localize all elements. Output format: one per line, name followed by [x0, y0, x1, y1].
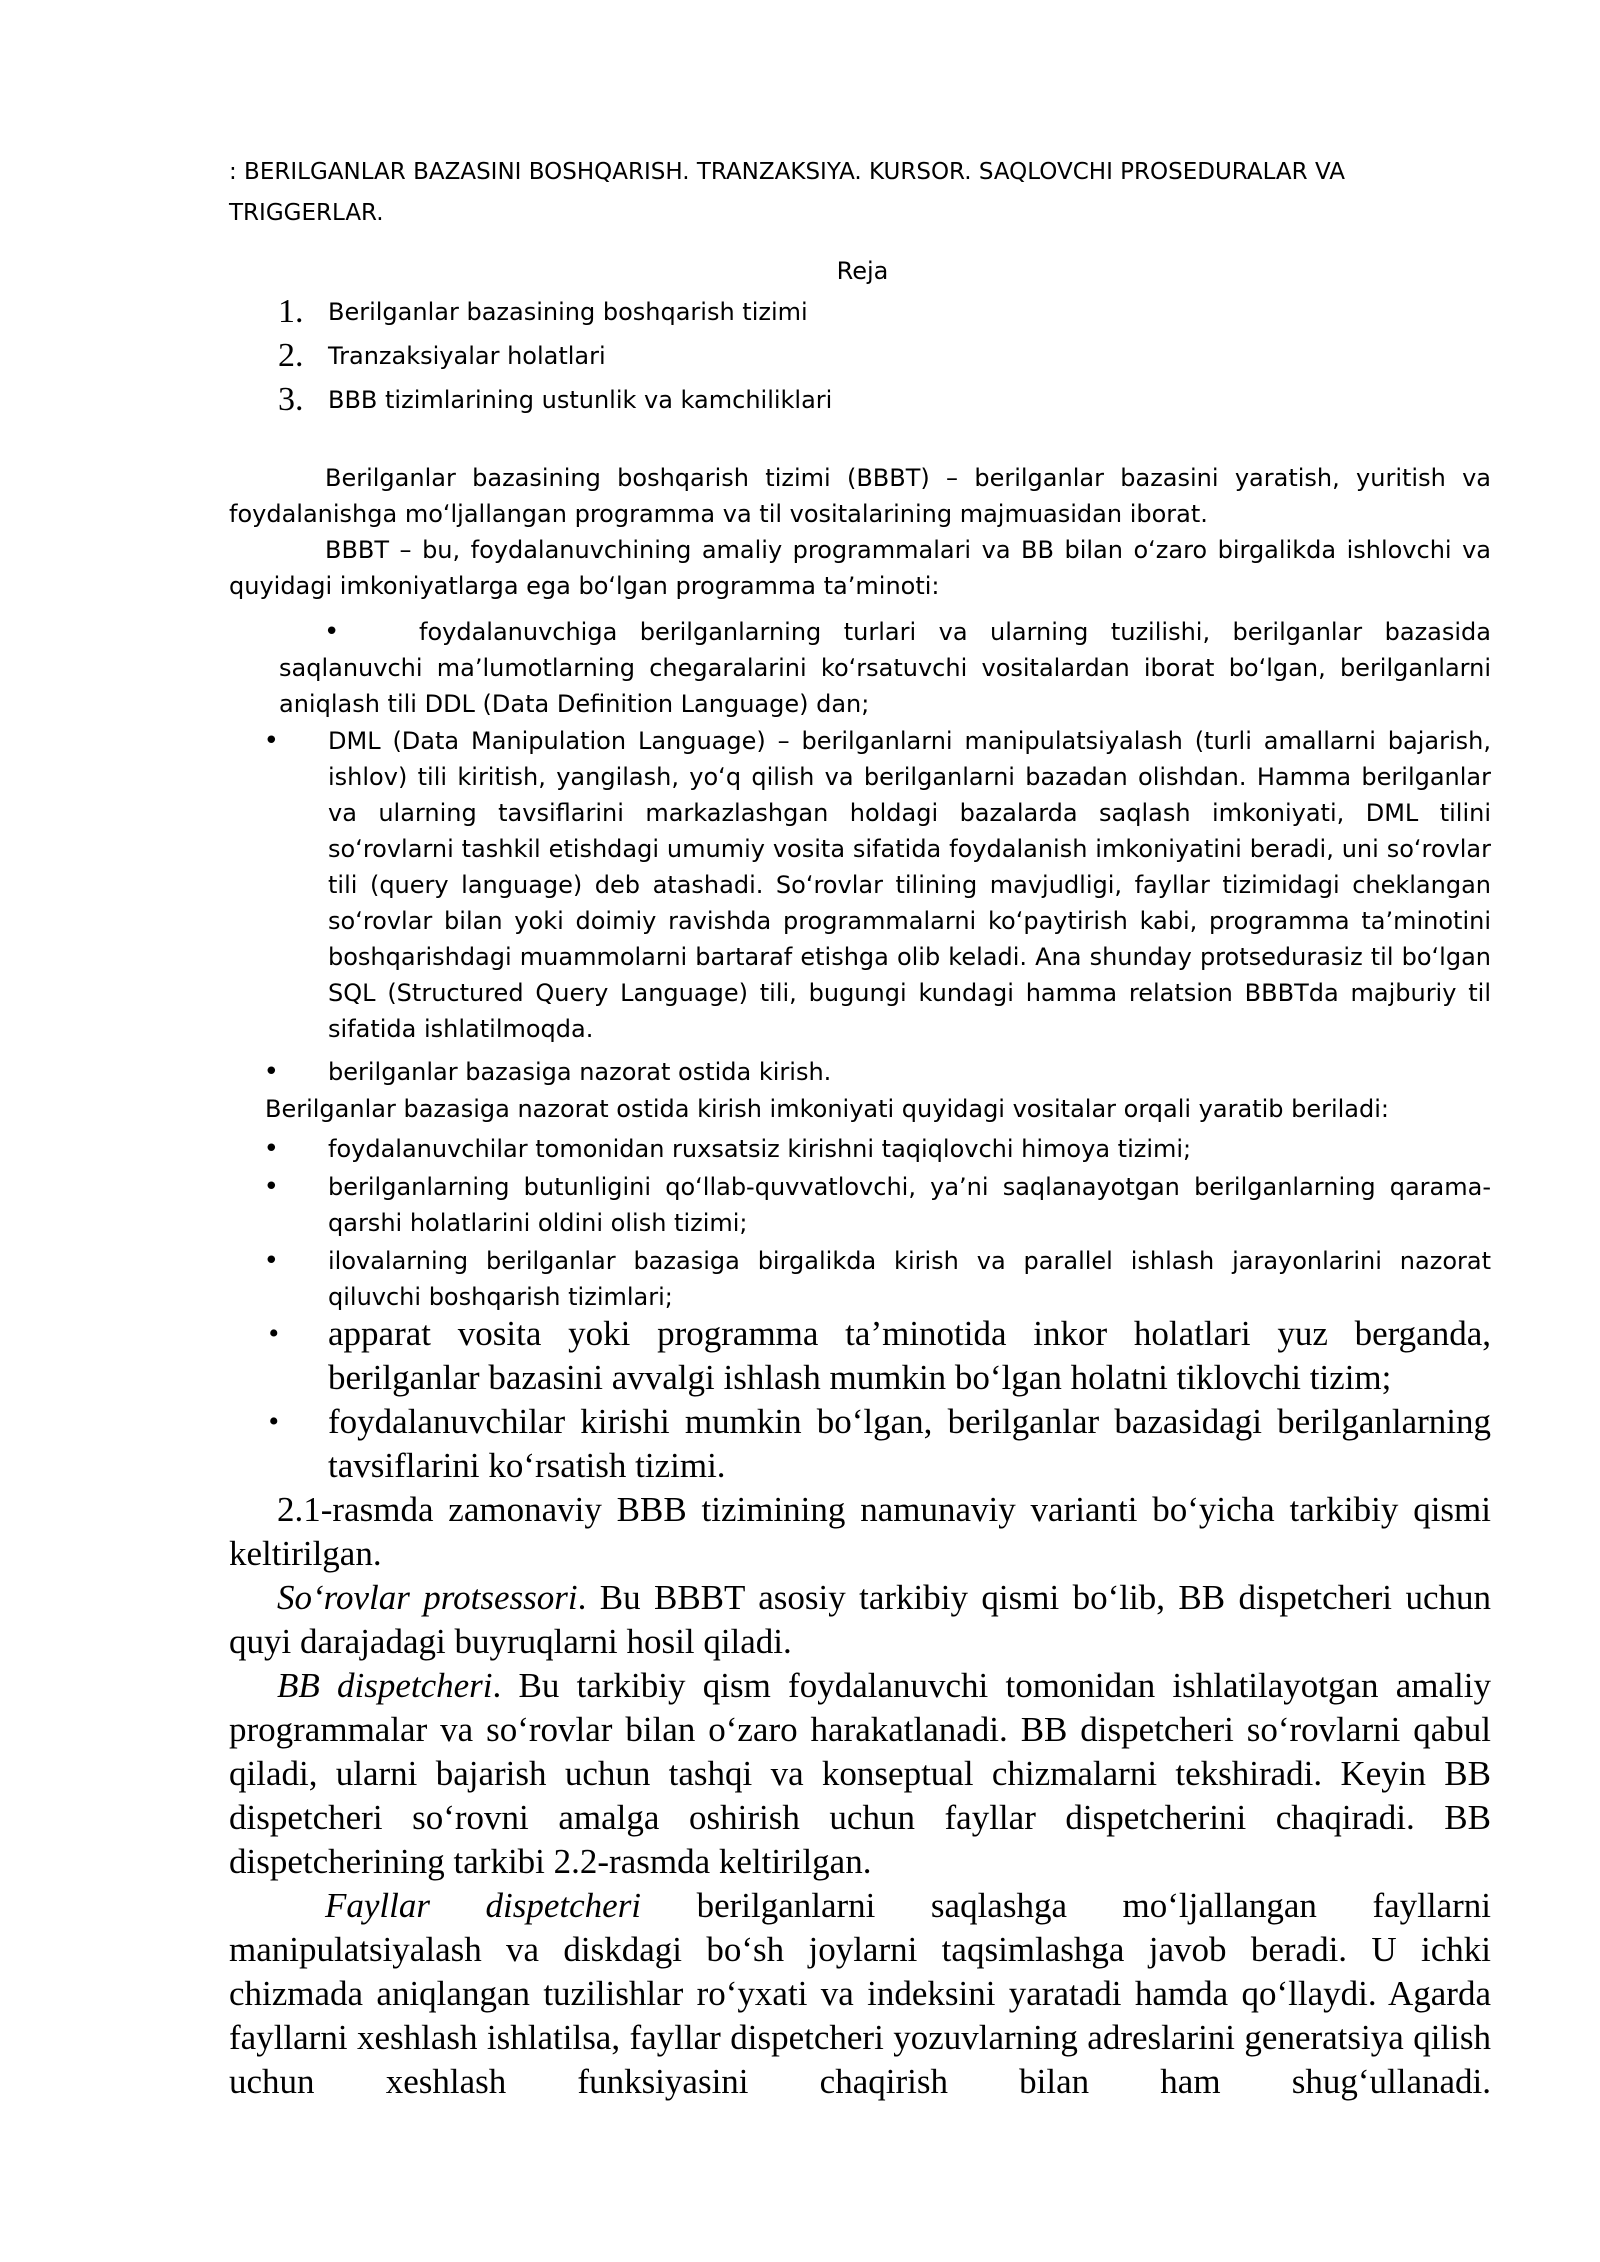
feature-item: [279, 614, 1491, 722]
control-text: foydalanuvchilar kirishi mumkin boʻlgan, berilganlar bazasidagi berilganlarning tavsiflarini koʻrsatish tizimi.: [328, 1402, 1491, 1485]
paragraph-text: . Bu BBBT asosiy tarkibiy qismi boʻlib, BB dispetcheri uchun quyi darajadagi buyruqlarni hosil qiladi.: [229, 1578, 1491, 1661]
bullet-icon: •: [324, 617, 340, 647]
control-item: [229, 1131, 1491, 1167]
paragraph-text: . Bu tarkibiy qism foydalanuvchi tomonidan ishlatilayotgan amaliy programmalar va soʻrovlar bilan oʻzaro harakatlanadi. BB dispetcheri soʻrovlarni qabul qiladi, ularni bajarish uchun tashqi va konseptual chizmalarni tekshiradi. Keyin BB dispetcheri soʻrovni amalga oshirish uchun fayllar dispetcherini chaqiradi. BB dispetcherining tarkibi 2.2-rasmda keltirilgan.: [229, 1666, 1491, 1881]
plan-list: [278, 290, 1078, 422]
feature-text: DML (Data Manipulation Language) – berilganlarni manipulatsiyalash (turli amallarni bajarish, ishlov) tili kiritish, yangilash, yoʻq qilish va berilganlarni bazadan olishdan. Hamma berilganlar va ularning tavsiflarini markazlashgan holdagi bazalarda saqlash imkoniyati, DML tilini soʻrovlarni tashkil etishdagi umumiy vosita sifatida foydalanish imkoniyatini beradi, uni soʻrovlar tili (query language) deb atashadi. Soʻrovlar tilining mavjudligi, fayllar tizimidagi cheklangan soʻrovlar bilan yoki doimiy ravishda programmalarni koʻpaytirish kabi, programma ta’minotini boshqarishdagi muammolarni bartaraf etishga olib keladi. Ana shunday protsedurasiz til boʻlgan SQL (Structured Query Language) tili, bugungi kundagi hamma relatsion BBBTda majburiy til sifatida ishlatilmoqda.: [328, 727, 1491, 1043]
control-item: [229, 1400, 1491, 1488]
control-item: [229, 1243, 1491, 1315]
plan-item-number: 3.: [278, 381, 304, 418]
bullet-icon: •: [263, 1172, 279, 1202]
control-text: apparat vosita yoki programma ta’minotida inkor holatlari yuz berganda, berilganlar bazasini avvalgi ishlash mumkin boʻlgan holatni tiklovchi tizim;: [328, 1314, 1491, 1397]
plan-item-text: BBB tizimlarining ustunlik va kamchiliklari: [328, 386, 833, 414]
feature-text: berilganlar bazasiga nazorat ostida kirish.: [328, 1058, 832, 1086]
plan-item-text: Tranzaksiyalar holatlari: [328, 342, 606, 370]
control-item: [229, 1169, 1491, 1241]
bullet-icon: •: [263, 726, 279, 756]
plan-item: [278, 334, 1078, 378]
feature-item: [229, 1054, 1491, 1090]
plan-title: Reja: [836, 257, 889, 285]
bullet-icon: •: [263, 1246, 279, 1276]
document-heading: : BERILGANLAR BAZASINI BOSHQARISH. TRANZAKSIYA. KURSOR. SAQLOVCHI PROSEDURALAR VA TRIGGERLAR.: [229, 159, 1345, 226]
control-text: berilganlarning butunligini qoʻllab-quvvatlovchi, ya’ni saqlanayotgan berilganlarning qarama-qarshi holatlarini oldini olish tizimi;: [328, 1173, 1491, 1237]
bullet-icon: •: [268, 1317, 279, 1350]
plan-item-text: Berilganlar bazasining boshqarish tizimi: [328, 298, 808, 326]
feature-text: foydalanuvchiga berilganlarning turlari va ularning tuzilishi, berilganlar bazasida saqlanuvchi ma’lumotlarning chegaralarini koʻrsatuvchi vositalardan iborat boʻlgan, berilganlarni aniqlash tili DDL (Data Definition Language) dan;: [279, 618, 1491, 718]
bullet-icon: •: [263, 1057, 279, 1087]
plan-item-number: 2.: [278, 337, 304, 374]
body-paragraph: [229, 1884, 1491, 2104]
control-text: ilovalarning berilganlar bazasiga birgalikda kirish va parallel ishlash jarayonlarini nazorat qiluvchi boshqarish tizimlari;: [328, 1247, 1491, 1311]
body-paragraph: [229, 1576, 1491, 1664]
control-text: foydalanuvchilar tomonidan ruxsatsiz kirishni taqiqlovchi himoya tizimi;: [328, 1135, 1192, 1163]
control-intro: Berilganlar bazasiga nazorat ostida kirish imkoniyati quyidagi vositalar orqali yaratib beriladi:: [265, 1095, 1390, 1123]
term-db-dispatcher: BB dispetcheri: [277, 1666, 493, 1705]
feature-item: [229, 723, 1491, 1047]
term-file-dispatcher: Fayllar dispetcheri: [325, 1886, 642, 1925]
intro-paragraph: BBBT – bu, foydalanuvchining amaliy programmalari va BB bilan oʻzaro birgalikda ishlovchi va quyidagi imkoniyatlarga ega boʻlgan programma ta’minoti:: [229, 536, 1491, 600]
bullet-icon: •: [268, 1405, 279, 1438]
plan-item-number: 1.: [278, 293, 304, 330]
plan-item: [278, 290, 1078, 334]
intro-paragraph: Berilganlar bazasining boshqarish tizimi (BBBT) – berilganlar bazasini yaratish, yuritish va foydalanishga moʻljallangan programma va til vositalarining majmuasidan iborat.: [229, 464, 1491, 528]
control-item: [229, 1312, 1491, 1400]
term-query-processor: Soʻrovlar protsessori: [277, 1578, 578, 1617]
bullet-icon: •: [263, 1134, 279, 1164]
paragraph-text: berilganlarni saqlashga moʻljallangan fayllarni manipulatsiyalash va diskdagi boʻsh joylarni taqsimlashga javob beradi. U ichki chizmada aniqlangan tuzilishlar roʻyxati va indeksini yaratadi hamda qoʻllaydi. Agarda fayllarni xeshlash ishlatilsa, fayllar dispetcheri yozuvlarning adreslarini generatsiya qilish uchun xeshlash funksiyasini chaqirish bilan ham shugʻullanadi.: [229, 1886, 1491, 2101]
body-paragraph: 2.1-rasmda zamonaviy BBB tizimining namunaviy varianti boʻyicha tarkibiy qismi keltirilgan.: [229, 1490, 1491, 1573]
body-paragraph: [229, 1664, 1491, 1884]
plan-item: [278, 378, 1078, 422]
